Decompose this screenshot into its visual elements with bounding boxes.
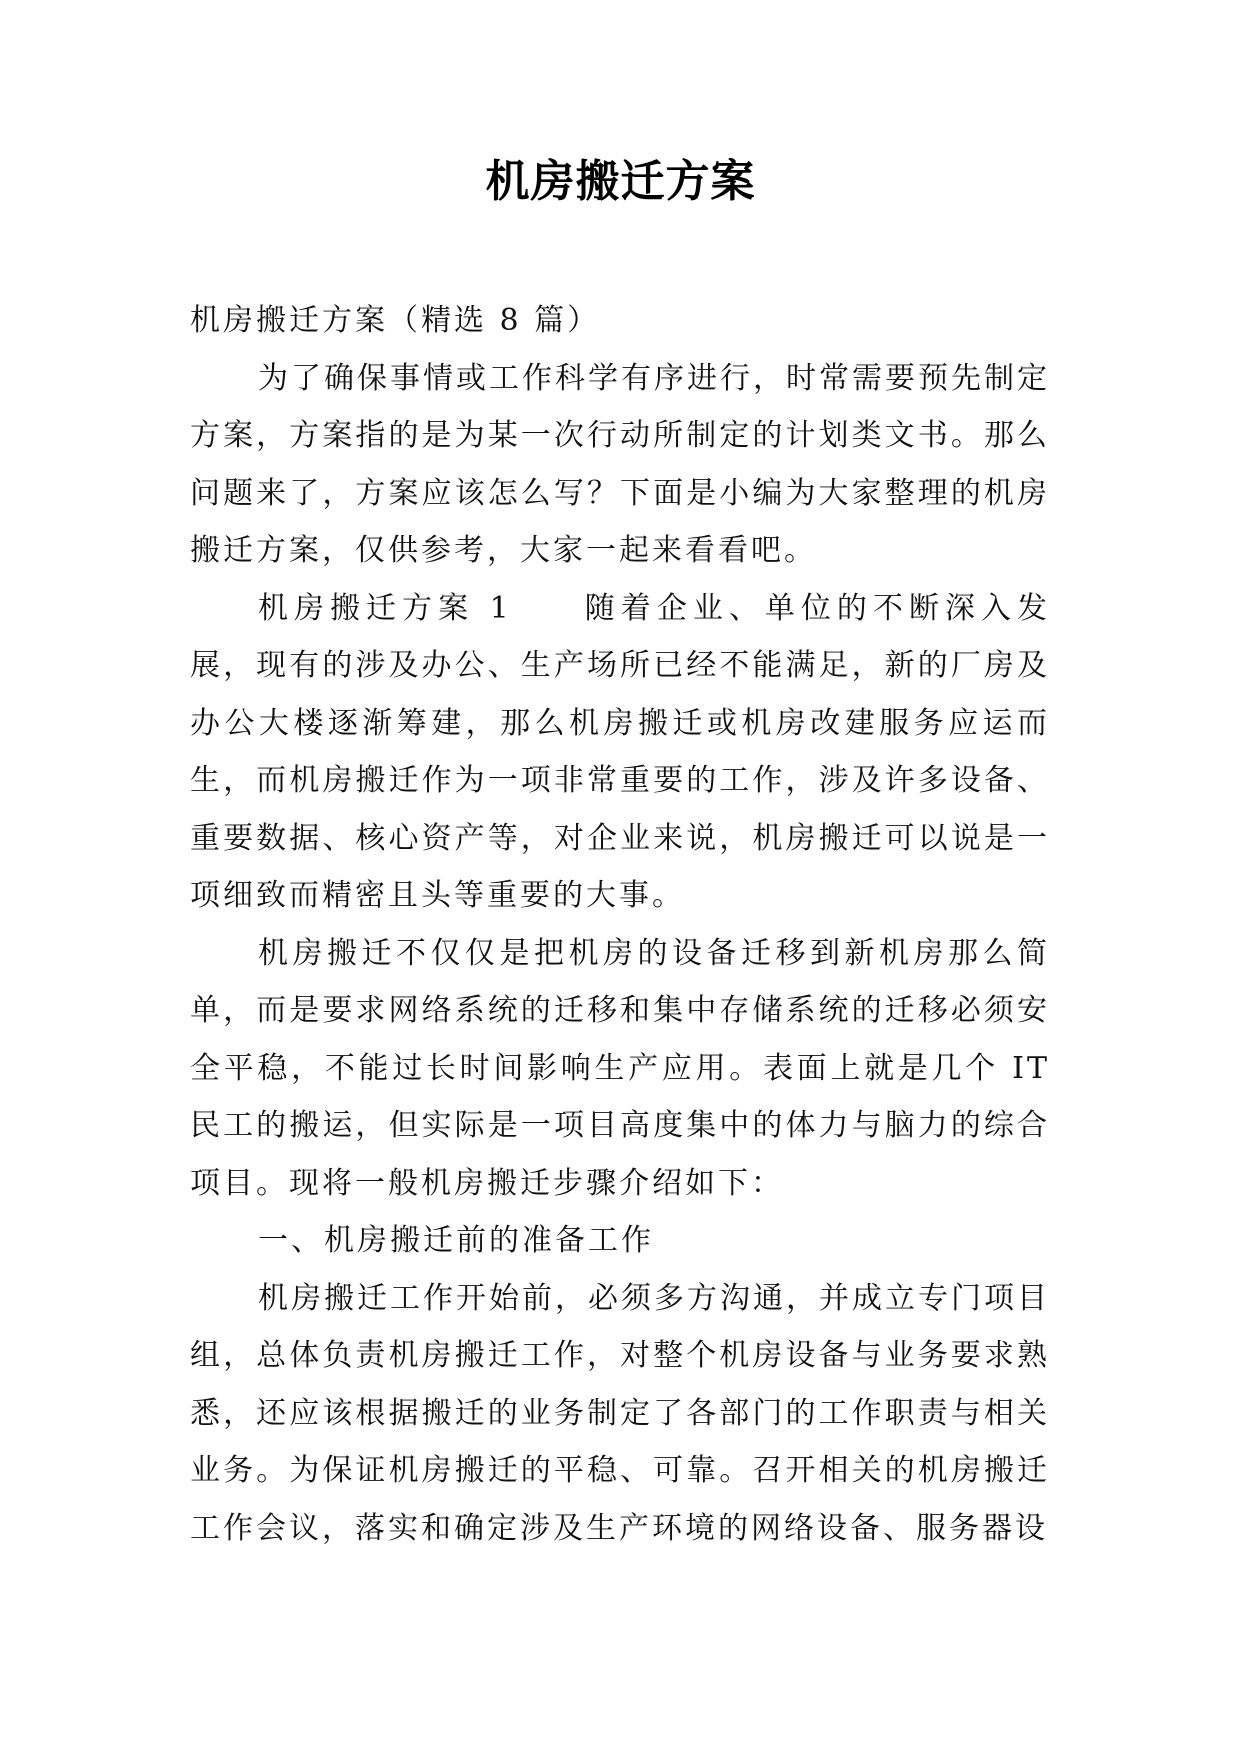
intro-paragraph: 为了确保事情或工作科学有序进行，时常需要预先制定方案，方案指的是为某一次行动所制定的计划类文书。那么问题来了，方案应该怎么写？下面是小编为大家整理的机房搬迁方案，仅供参考，大家一起来看看吧。 [190, 360, 1050, 568]
document-body [190, 292, 1050, 1557]
paragraph-3: 机房搬迁工作开始前，必须多方沟通，并成立专门项目组，总体负责机房搬迁工作，对整个机房设备与业务要求熟悉，还应该根据搬迁的业务制定了各部门的工作职责与相关业务。为保证机房搬迁的平稳、可靠。召开相关的机房搬迁工作会议，落实和确定涉及生产环境的网络设备、服务器设 [190, 1280, 1050, 1546]
paragraph-2: 机房搬迁不仅仅是把机房的设备迁移到新机房那么简单，而是要求网络系统的迁移和集中存储系统的迁移必须安全平稳，不能过长时间影响生产应用。表面上就是几个 IT 民工的搬运，但实际是一项目高度集中的体力与脑力的综合项目。现将一般机房搬迁步骤介绍如下： [190, 935, 1050, 1201]
heading-1: 一、机房搬迁前的准备工作 [258, 1223, 654, 1258]
section-1-paragraph [190, 580, 1050, 925]
section-1-text: 随着企业、单位的不断深入发展，现有的涉及办公、生产场所已经不能满足，新的厂房及办公大楼逐渐筹建，那么机房搬迁或机房改建服务应运而生，而机房搬迁作为一项非常重要的工作，涉及许多设备、重要数据、核心资产等，对企业来说，机房搬迁可以说是一项细致而精密且头等重要的大事。 [190, 590, 1051, 913]
section-1-heading: 机房搬迁方案 1 [258, 590, 512, 626]
document-subtitle: 机房搬迁方案（精选 8 篇） [190, 303, 601, 338]
document-title: 机房搬迁方案 [485, 156, 756, 207]
